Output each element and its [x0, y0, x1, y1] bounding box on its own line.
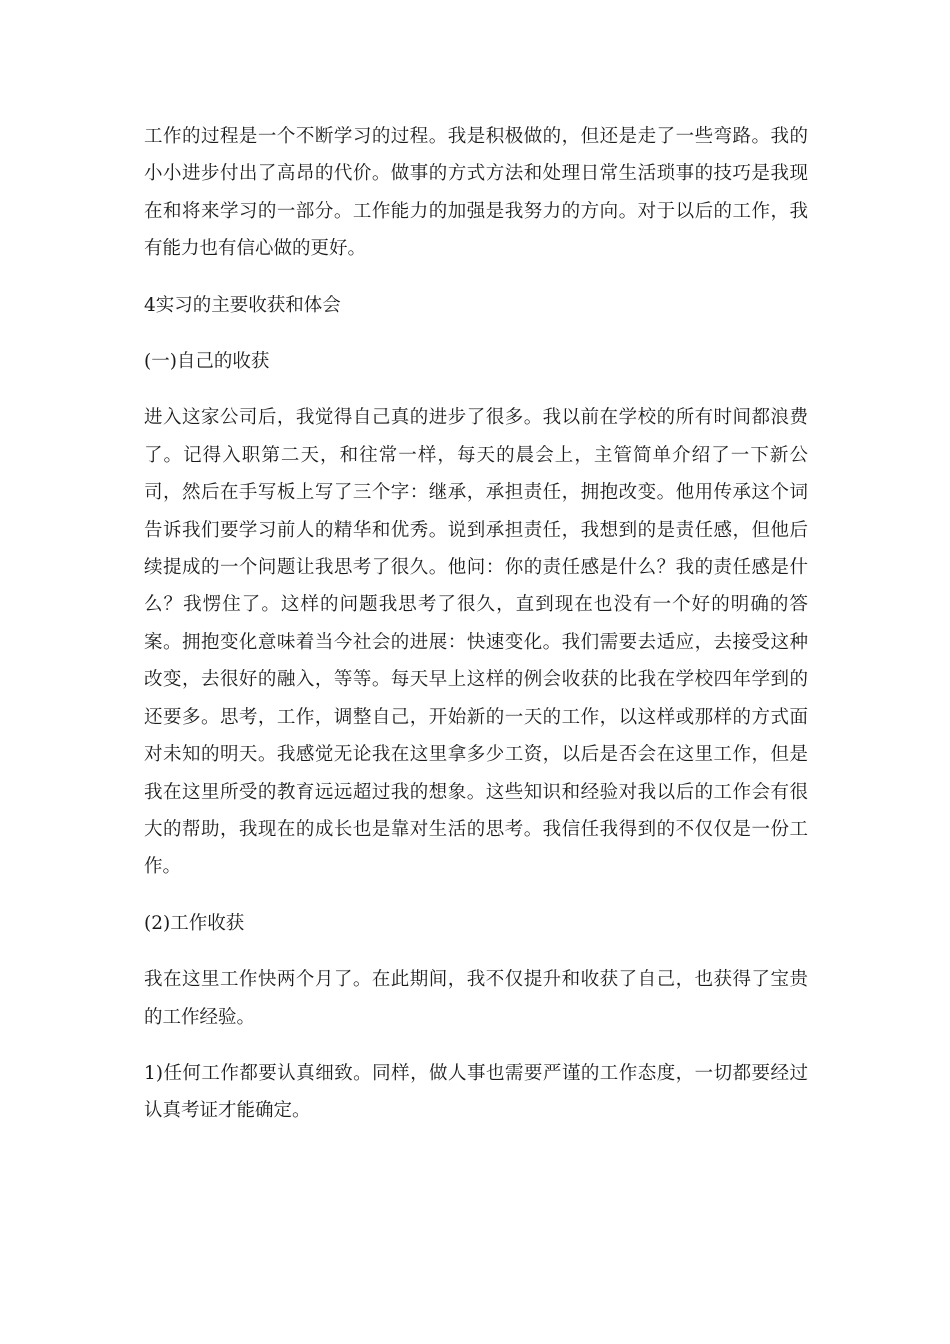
subheading-own-gains: (一)自己的收获: [144, 351, 270, 373]
section-heading-main-gains: 4实习的主要收获和体会: [144, 294, 341, 316]
body-paragraph-own-gains: 进入这家公司后，我觉得自己真的进步了很多。我以前在学校的所有时间都浪费了。记得入职第二天，和往常一样，每天的晨会上，主管简单介绍了一下新公司，然后在手写板上写了三个字：继承，承担责任，拥抱改变。他用传承这个词告诉我们要学习前人的精华和优秀。说到承担责任，我想到的是责任感，但他后续提成的一个问题让我思考了很久。他问：你的责任感是什么？我的责任感是什么？我愣住了。这样的问题我思考了很久，直到现在也没有一个好的明确的答案。拥抱变化意味着当今社会的进展：快速变化。我们需要去适应，去接受这种改变，去很好的融入，等等。每天早上这样的例会收获的比我在学校四年学到的还要多。思考，工作，调整自己，开始新的一天的工作，以这样或那样的方式面对未知的明天。我感觉无论我在这里拿多少工资，以后是否会在这里工作，但是我在这里所受的教育远远超过我的想象。这些知识和经验对我以后的工作会有很大的帮助，我现在的成长也是靠对生活的思考。我信任我得到的不仅仅是一份工作。: [144, 407, 808, 878]
body-paragraph-two-months: 我在这里工作快两个月了。在此期间，我不仅提升和收获了自己，也获得了宝贵的工作经验。: [144, 969, 808, 1028]
body-paragraph-work-process: 工作的过程是一个不断学习的过程。我是积极做的，但还是走了一些弯路。我的小小进步付出了高昂的代价。做事的方式方法和处理日常生活琐事的技巧是我现在和将来学习的一部分。工作能力的加强是我努力的方向。对于以后的工作，我有能力也有信心做的更好。: [144, 126, 808, 260]
document-page: [144, 118, 808, 1130]
subheading-work-gains: (2)工作收获: [144, 912, 245, 934]
list-item-careful-work: 1)任何工作都要认真细致。同样，做人事也需要严谨的工作态度，一切都要经过认真考证才能确定。: [144, 1062, 808, 1122]
